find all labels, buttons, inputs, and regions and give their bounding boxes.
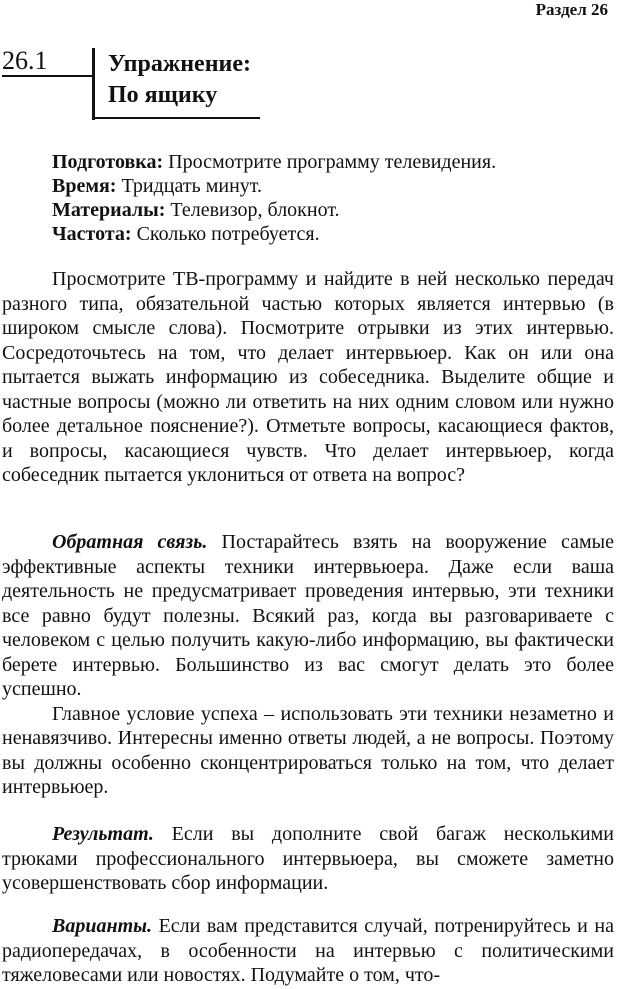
meta-value: Просмотрите программу телевидения.	[163, 151, 497, 173]
feedback-paragraph	[2, 530, 614, 702]
section-number: 26.1	[2, 46, 48, 75]
feedback-text: Постарайтесь взять на вооружение самые эффективные аспекты техники интервьюера. Даже если ваша деятельность не предусматривает проведения интервью, эти техники все равно будут полезны. Всякий раз, когда вы разговариваете с человеком с целью получить какую-либо информацию, вы фактически берете интервью. Большинство из вас смогут делать это более успешно.	[2, 531, 614, 700]
meta-preparation	[52, 150, 612, 174]
result-text: Если вы дополните свой багаж несколькими трюками профессионального интервьюера, вы сможете заметно усовершенствовать сбор информации.	[2, 823, 614, 894]
result-lead: Результат.	[52, 823, 154, 845]
running-head: Раздел 26	[535, 0, 608, 19]
section-number-underline	[2, 75, 92, 77]
meta-materials	[52, 198, 612, 222]
variants-block	[2, 914, 614, 988]
intro-block	[2, 267, 614, 488]
title-bottom-rule	[92, 117, 260, 119]
meta-value: Сколько потребуется.	[131, 223, 320, 245]
section-title-line2: По ящику	[108, 82, 218, 108]
meta-label: Частота:	[52, 223, 132, 245]
meta-value: Телевизор, блокнот.	[165, 199, 340, 221]
section-title-line1: Упражнение:	[108, 51, 252, 77]
variants-text: Если вам представится случай, потренируйтесь и на радиопередачах, в особенности на интервью с политическими тяжеловесами или новостях. Подумайте о том, что-	[2, 915, 614, 986]
condition-paragraph: Главное условие успеха – использовать эти техники незаметно и ненавязчиво. Интересны именно ответы людей, а не вопросы. Поэтому вы должны особенно сконцентрироваться только на том, что делает интервьюер.	[2, 702, 614, 798]
meta-label: Подготовка:	[52, 151, 164, 173]
meta-frequency	[52, 222, 612, 246]
variants-lead: Варианты.	[52, 915, 152, 937]
feedback-lead: Обратная связь.	[52, 531, 208, 553]
variants-paragraph	[2, 914, 614, 988]
exercise-meta	[52, 150, 612, 246]
intro-paragraph: Просмотрите ТВ-программу и найдите в ней несколько передач разного типа, обязательной частью которых является интервью (в широком смысле слова). Посмотрите отрывки из этих интервью. Сосредоточьтесь на том, что делает интервьюер. Как он или она пытается выжать информацию из собеседника. Выделите общие и частные вопросы (можно ли ответить на них одним словом или нужно более детальное пояснение?). Отметьте вопросы, касающиеся фактов, и вопросы, касающиеся чувств. Что делает интервьюер, когда собеседник пытается уклониться от ответа на вопрос?	[2, 268, 614, 486]
feedback-block	[2, 530, 614, 800]
meta-time	[52, 174, 612, 198]
meta-label: Материалы:	[52, 199, 166, 221]
section-title	[108, 49, 251, 111]
result-block	[2, 822, 614, 896]
meta-label: Время:	[52, 175, 117, 197]
meta-value: Тридцать минут.	[116, 175, 263, 197]
result-paragraph	[2, 822, 614, 896]
title-vertical-rule	[92, 48, 95, 120]
